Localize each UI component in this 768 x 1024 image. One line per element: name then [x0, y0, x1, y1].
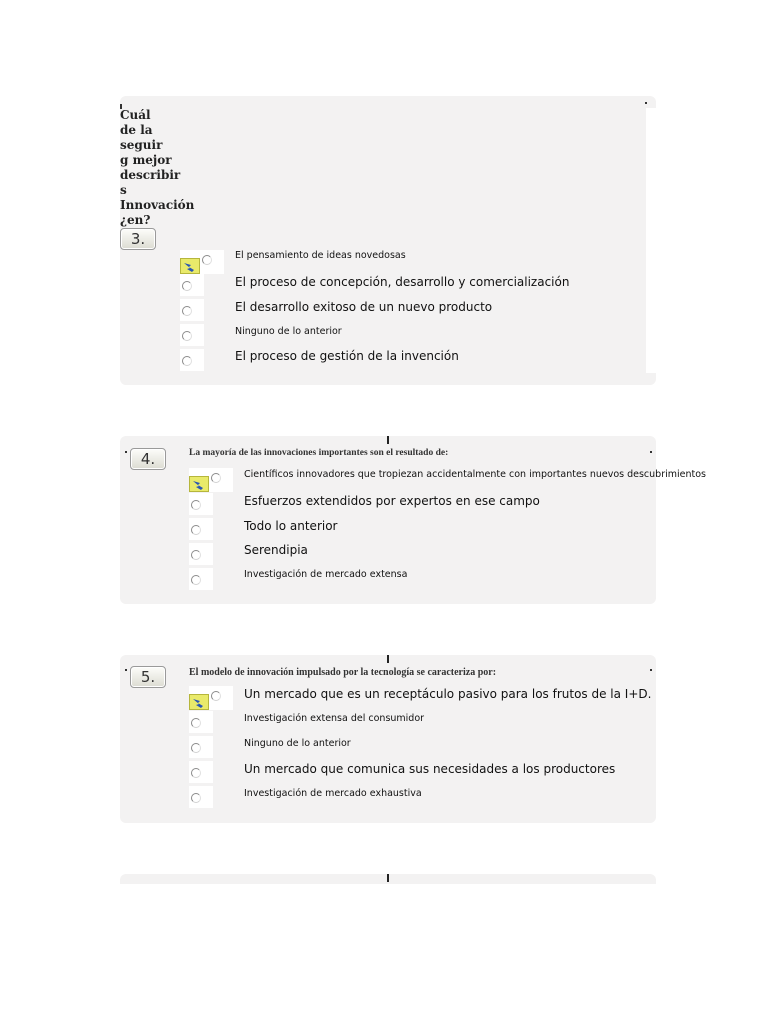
option-label: Ninguno de lo anterior: [235, 326, 342, 337]
option-label: Científicos innovadores que tropiezan accidentalmente con importantes nuevos descubrimientos: [244, 469, 706, 480]
divider-tick: [387, 874, 389, 882]
radio-button-icon[interactable]: [191, 525, 201, 535]
pointing-hand-icon: [189, 694, 209, 710]
option-radio-cell[interactable]: [180, 299, 204, 321]
panel-scroll-gutter: [646, 108, 656, 373]
pointing-hand-icon: [180, 258, 200, 274]
option-radio-cell[interactable]: [189, 493, 213, 515]
question-panel-4: [120, 436, 706, 604]
option-label: Investigación de mercado exhaustiva: [244, 788, 422, 799]
option-label: Un mercado que comunica sus necesidades a los productores: [244, 762, 616, 776]
option-radio-cell[interactable]: [189, 711, 213, 733]
option-radio-cell[interactable]: [189, 468, 233, 492]
option-radio-cell[interactable]: [180, 349, 204, 371]
radio-button-icon[interactable]: [182, 331, 192, 341]
question-number-badge: 4.: [130, 448, 166, 470]
option-label: El proceso de gestión de la invención: [235, 349, 459, 363]
radio-button-icon[interactable]: [191, 768, 201, 778]
question-panel-5: [120, 655, 656, 823]
radio-button-icon[interactable]: [182, 306, 192, 316]
option-radio-cell[interactable]: [189, 686, 233, 710]
radio-button-icon[interactable]: [191, 550, 201, 560]
option-radio-cell[interactable]: [189, 736, 213, 758]
question-text: La mayoría de las innovaciones importantes son el resultado de:: [189, 448, 449, 458]
divider-tick: [387, 436, 389, 444]
pointing-hand-icon: [189, 476, 209, 492]
radio-button-icon[interactable]: [211, 473, 221, 483]
radio-button-icon[interactable]: [182, 356, 192, 366]
option-label: El pensamiento de ideas novedosas: [235, 250, 406, 261]
option-label: Investigación extensa del consumidor: [244, 713, 425, 724]
panel-corner-mark: [125, 451, 127, 453]
option-radio-cell[interactable]: [189, 786, 213, 808]
option-radio-cell[interactable]: [180, 250, 224, 274]
option-label: El desarrollo exitoso de un nuevo producto: [235, 300, 493, 314]
option-radio-cell[interactable]: [189, 568, 213, 590]
panel-corner-mark: [650, 451, 652, 453]
question-text: El modelo de innovación impulsado por la tecnología se caracteriza por:: [189, 667, 497, 678]
option-label: Serendipia: [244, 543, 308, 557]
radio-button-icon[interactable]: [191, 575, 201, 585]
option-radio-cell[interactable]: [180, 324, 204, 346]
question-number-badge: 5.: [130, 666, 166, 688]
panel-corner-mark: [125, 669, 127, 671]
question-text: Cuál de la seguir g mejor describir s Innovación ¿en?: [120, 108, 195, 227]
option-label: Esfuerzos extendidos por expertos en ese campo: [244, 494, 540, 508]
panel-corner-mark: [645, 102, 647, 104]
option-label: Todo lo anterior: [244, 519, 338, 533]
radio-button-icon[interactable]: [211, 691, 221, 701]
radio-button-icon[interactable]: [191, 793, 201, 803]
panel-corner-mark: [650, 669, 652, 671]
question-number-badge: 3.: [120, 228, 156, 250]
option-label: El proceso de concepción, desarrollo y comercialización: [235, 275, 570, 289]
radio-button-icon[interactable]: [202, 255, 212, 265]
option-label: Ninguno de lo anterior: [244, 738, 351, 749]
question-panel-3: [120, 96, 656, 385]
option-radio-cell[interactable]: [189, 543, 213, 565]
radio-button-icon[interactable]: [191, 500, 201, 510]
question-panel-next: [120, 874, 656, 884]
option-label: Investigación de mercado extensa: [244, 569, 408, 580]
option-radio-cell[interactable]: [180, 274, 204, 296]
option-radio-cell[interactable]: [189, 518, 213, 540]
divider-tick: [387, 655, 389, 663]
radio-button-icon[interactable]: [191, 743, 201, 753]
option-label: Un mercado que es un receptáculo pasivo para los frutos de la I+D.: [244, 687, 652, 701]
radio-button-icon[interactable]: [182, 281, 192, 291]
radio-button-icon[interactable]: [191, 718, 201, 728]
option-radio-cell[interactable]: [189, 761, 213, 783]
